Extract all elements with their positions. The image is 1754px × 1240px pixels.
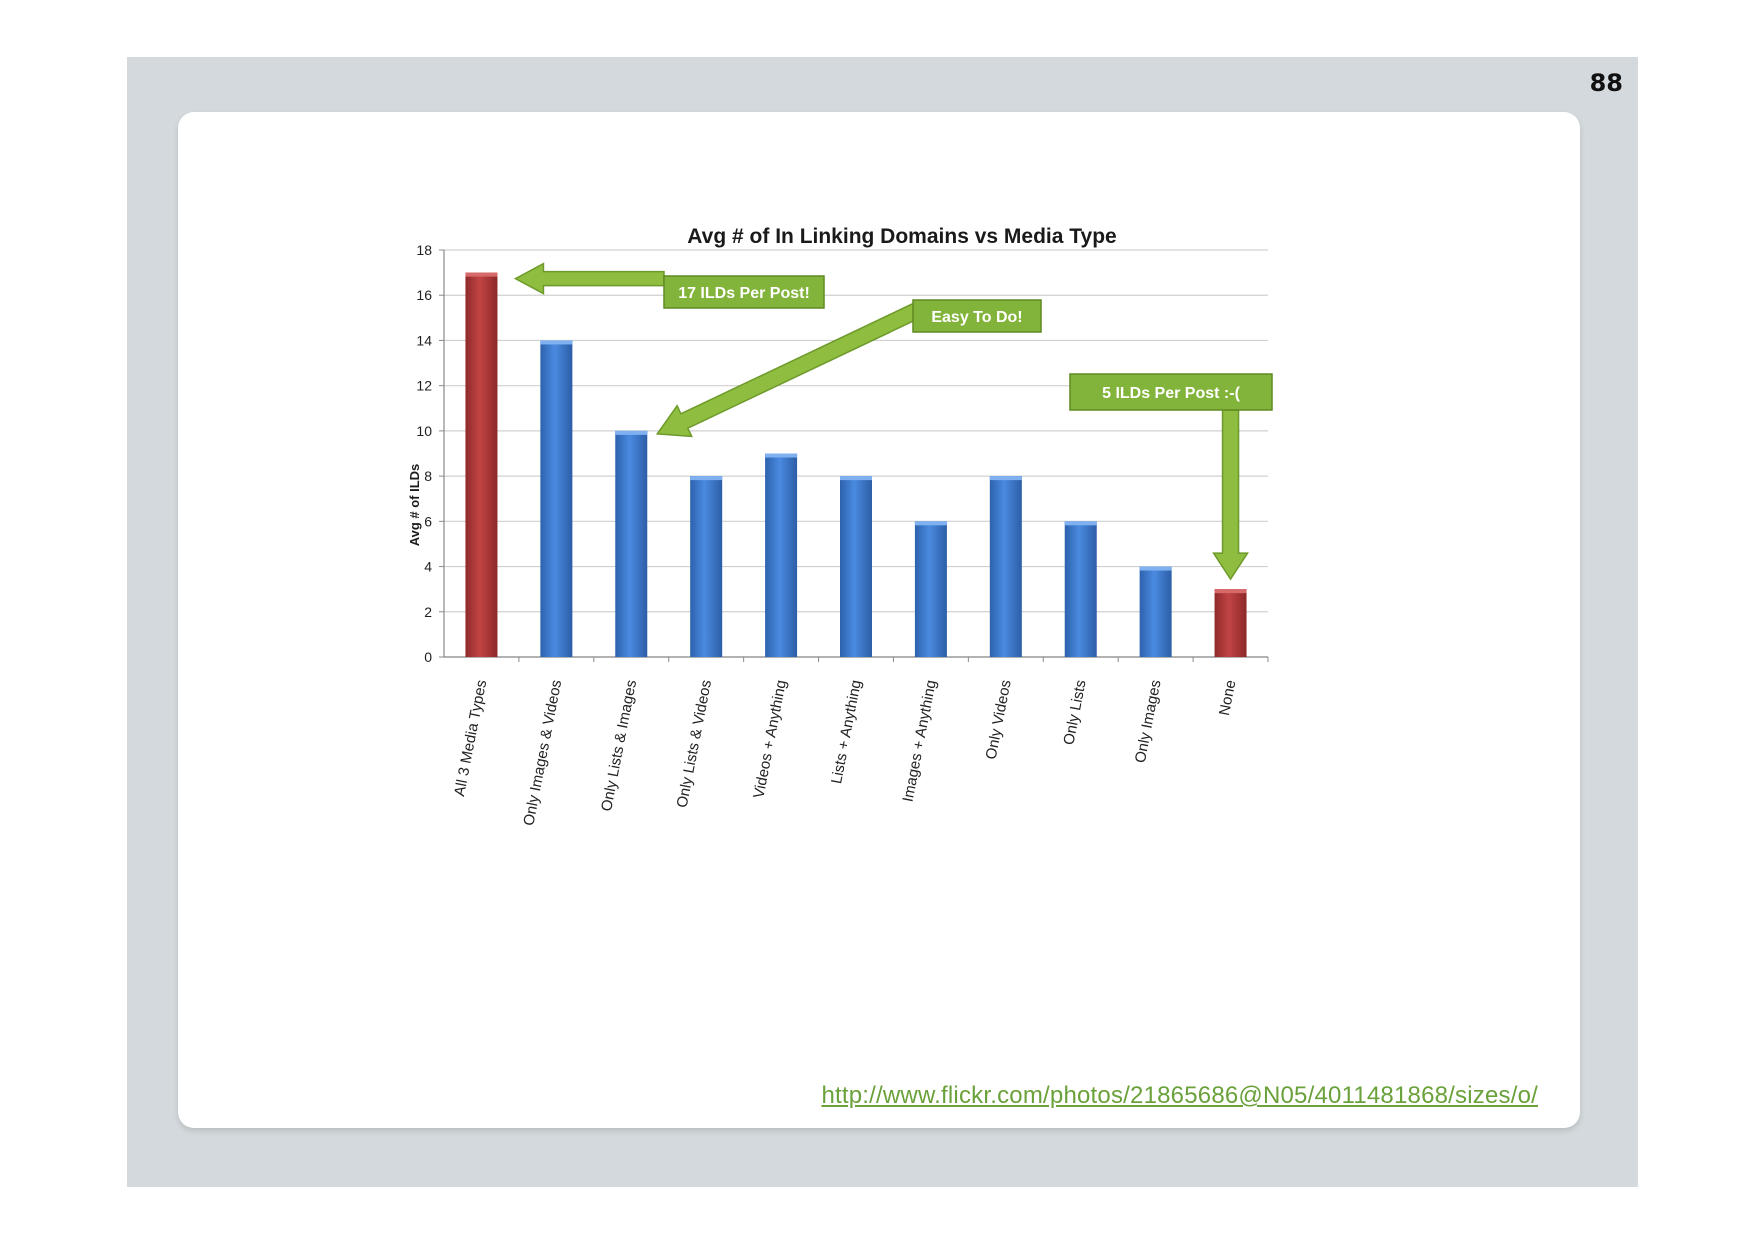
bar-4 [765,454,797,658]
bar-0 [465,273,497,657]
callout-arrow [515,264,664,294]
y-tick-label: 16 [416,287,432,304]
bar-5 [840,476,872,657]
y-tick-label: 14 [416,332,432,349]
x-tick-label: All 3 Media Types [451,678,491,798]
y-tick-label: 10 [416,422,432,439]
bar-cap [1065,521,1097,525]
bar-2 [615,431,647,657]
source-link[interactable]: http://www.flickr.com/photos/21865686@N05/4011481868/sizes/o/ [821,1082,1538,1109]
x-tick-label: Only Lists & Images [598,678,641,813]
y-tick-label: 6 [424,513,432,530]
slide-card [178,112,1580,1128]
y-tick-label: 4 [424,558,432,575]
bar-cap [915,521,947,525]
bar-7 [990,476,1022,657]
bar-cap [540,340,572,344]
x-tick-label: Only Lists & Videos [673,678,716,810]
page-number: 88 [1589,69,1623,97]
callout-text: 17 ILDs Per Post! [678,285,810,302]
bar-cap [840,476,872,480]
x-tick-label: Only Lists [1060,678,1090,747]
y-tick-label: 12 [416,377,432,394]
bar-cap [690,476,722,480]
bar-1 [540,340,572,657]
y-tick-label: 0 [424,649,432,665]
x-tick-label: Lists + Anything [828,678,865,786]
y-tick-label: 8 [424,468,432,485]
bar-3 [690,476,722,657]
x-tick-label: Only Images [1131,678,1165,765]
callout-arrow [1214,410,1248,579]
x-tick-label: Videos + Anything [750,678,791,800]
callout-text: Easy To Do! [931,309,1023,326]
callout-text: 5 ILDs Per Post :-( [1102,385,1240,402]
bar-cap [990,476,1022,480]
bar-10 [1215,589,1247,657]
y-axis-label: Avg # of ILDs [407,463,422,547]
x-tick-label: Images + Anything [899,678,940,804]
x-tick-label: Only Videos [982,678,1015,761]
slide-frame [127,57,1638,1187]
bar-cap [1140,567,1172,571]
chart-title: Avg # of In Linking Domains vs Media Type [687,225,1117,248]
x-tick-label: None [1215,678,1240,717]
bar-cap [1215,589,1247,593]
bar-cap [465,273,497,277]
bar-chart [178,112,1580,1128]
bar-cap [765,454,797,458]
y-tick-label: 18 [416,242,432,258]
bar-9 [1140,567,1172,657]
x-tick-label: Only Images & Videos [520,678,566,828]
bar-8 [1065,521,1097,657]
callout-arrow [657,303,921,437]
bar-6 [915,521,947,657]
y-tick-label: 2 [424,603,432,620]
bar-cap [615,431,647,435]
